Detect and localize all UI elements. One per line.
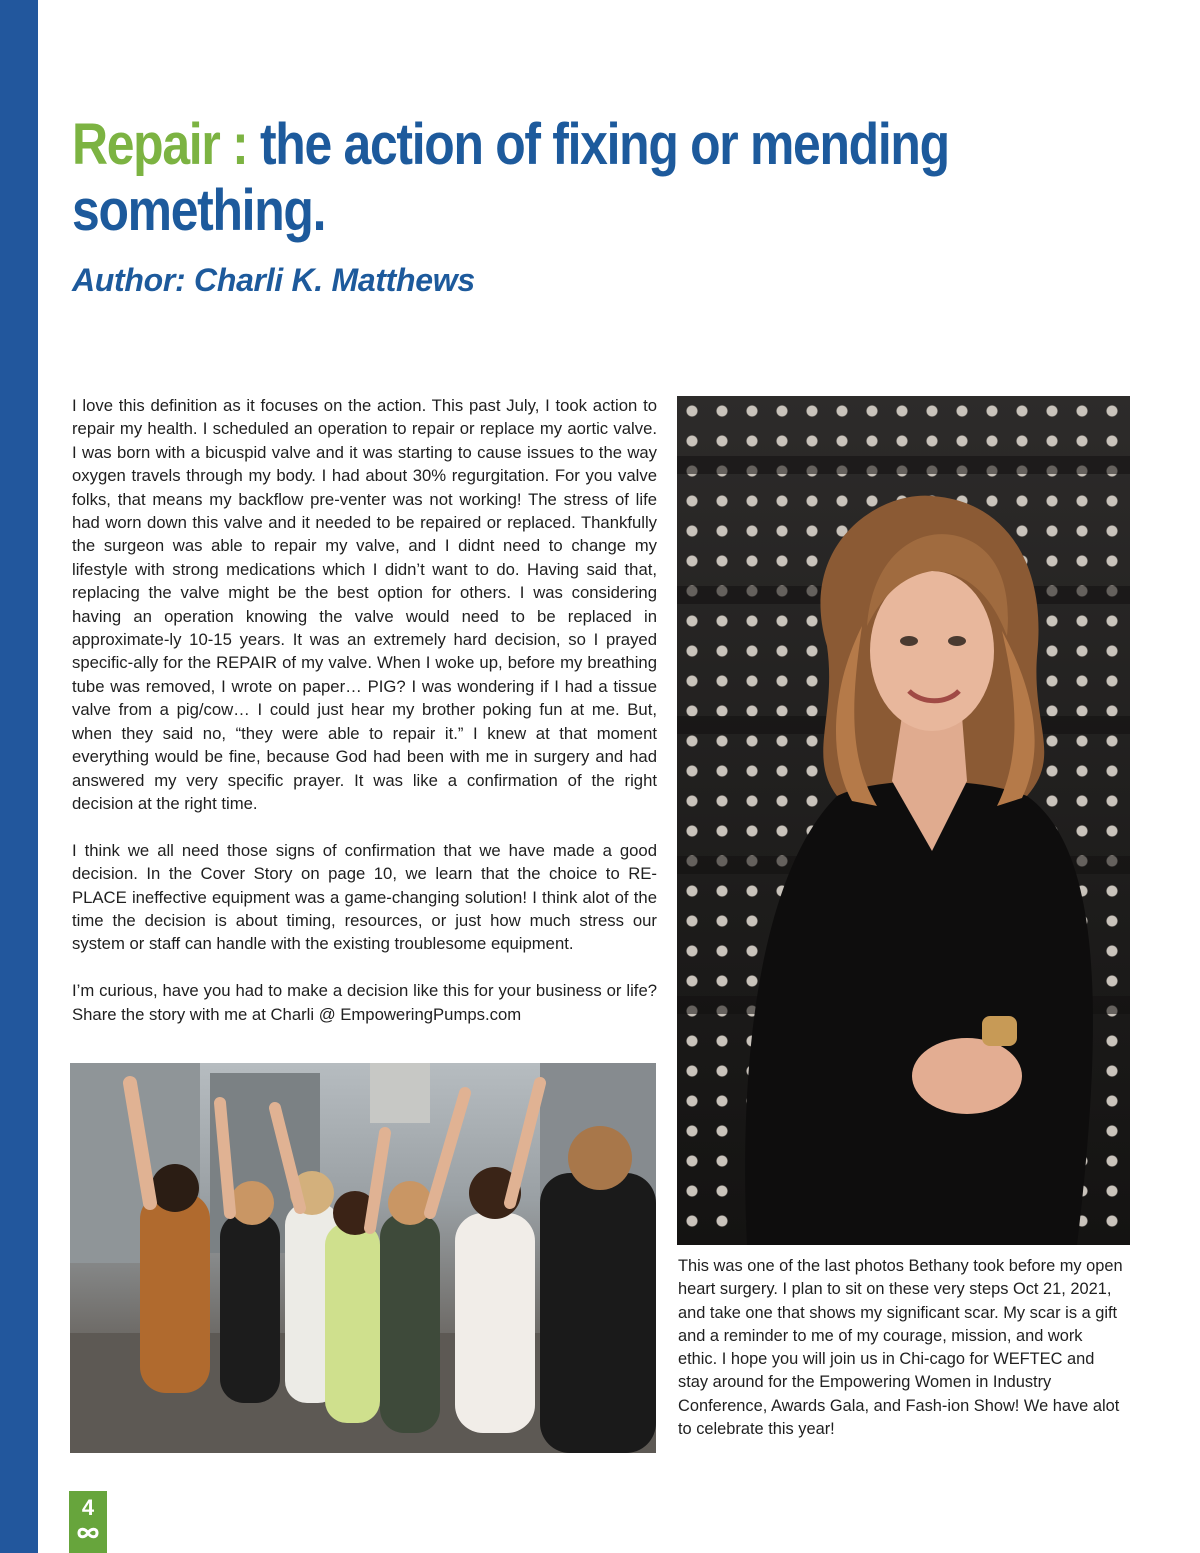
title-term: Repair : (72, 112, 248, 177)
paragraph-3: I’m curious, have you had to make a decision like this for your business or life? Share the story with me at Charli @ EmpoweringPumps.com (72, 981, 657, 1024)
seated-woman-figure (677, 396, 1130, 1245)
celebrating-crowd-figure (70, 1063, 656, 1453)
author-line: Author: Charli K. Matthews (72, 262, 475, 298)
title-definition: the action of fixing or mending something. (72, 112, 949, 243)
group-photo (70, 1063, 656, 1453)
article-body (72, 394, 657, 1026)
paragraph-1: I love this definition as it focuses on the action. This past July, I took action to repair my health. I scheduled an operation to repair or replace my aortic valve. I was born with a bicuspid valve and it was starting to cause issues to the way oxygen travels through my body. I had about 30% regurgitation. For you valve folks, that means my backflow pre-venter was not working! The stress of life had worn down this valve and it needed to be repaired or replaced. Thankfully the surgeon was able to repair my valve, and I didnt need to change my lifestyle with strong medications which I didn’t want to do. Having said that, replacing the valve might be the best option for others. I was considering having an operation knowing the valve would need to be replaced in approximate-ly 10-15 years. It was an extremely hard decision, so I prayed specific-ally for the REPAIR of my valve. When I woke up, before my breathing tube was removed, I wrote on paper… PIG? I was wondering if I had a tissue valve from a pig/cow… I could just hear my brother poking fun at me. But, when they said no, “they were able to repair it.” I knew at that moment everything would be fine, because God had been with me in surgery and had answered my very specific prayer. It was like a confirmation of the right decision at the right time. (72, 396, 657, 813)
page-number: 4 (81, 1495, 95, 1520)
photo-caption: This was one of the last photos Bethany took before my open heart surgery. I plan to sit on these very steps Oct 21, 2021, and take one that shows my significant scar. My scar is a gift and a reminder to me of my courage, mission, and work ethic. I hope you will join us in Chi-cago for WEFTEC and stay around for the Empowering Women in Industry Conference, Awards Gala, and Fash-ion Show! We have alot to celebrate this year! (678, 1257, 1123, 1439)
left-accent-bar (0, 0, 38, 1553)
portrait-photo (677, 396, 1130, 1245)
page-number-badge (69, 1491, 107, 1553)
paragraph-2: I think we all need those signs of confirmation that we have made a good decision. In the Cover Story on page 10, we learn that the choice to RE-PLACE ineffective equipment was a game-changing solution! I think alot of the time the decision is about timing, resources, or just how much stress our system or staff can handle with the existing troublesome equipment. (72, 840, 657, 954)
infinity-icon (74, 1525, 102, 1541)
page-title (72, 112, 984, 244)
